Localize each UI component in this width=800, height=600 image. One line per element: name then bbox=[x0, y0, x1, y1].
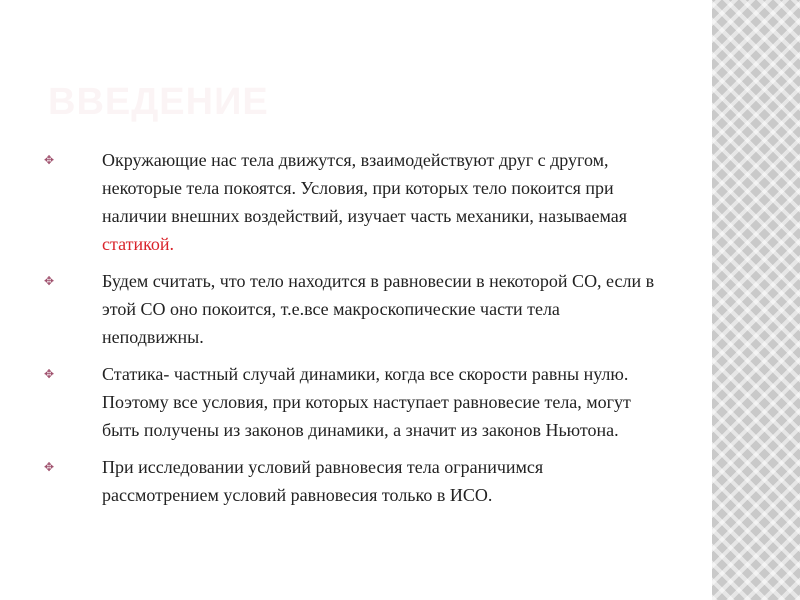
pinwheel-bullet-icon: ✥ bbox=[44, 460, 55, 474]
item-text: Окружающие нас тела движутся, взаимодействуют друг с другом, некоторые тела покоятся. Условия, при которых тело покоится при наличии внешних воздействий, изучает часть механики, называемая bbox=[102, 150, 628, 226]
bullet-list bbox=[44, 146, 664, 518]
list-item bbox=[44, 360, 664, 444]
item-text: При исследовании условий равновесия тела ограничимся рассмотрением условий равновесия только в ИСО. bbox=[102, 457, 544, 505]
item-text: Будем считать, что тело находится в равновесии в некоторой СО, если в этой СО оно покоится, т.е.все макроскопические части тела неподвижны. bbox=[102, 271, 655, 347]
slide-title: ВВЕДЕНИЕ bbox=[48, 81, 269, 123]
highlighted-term: статикой. bbox=[102, 234, 175, 254]
pinwheel-bullet-icon: ✥ bbox=[44, 153, 55, 167]
item-text: Статика- частный случай динамики, когда все скорости равны нулю. Поэтому все условия, при которых наступает равновесие тела, могут быть получены из законов динамики, а значит из законов Ньютона. bbox=[102, 364, 631, 440]
list-item bbox=[44, 453, 664, 509]
pinwheel-bullet-icon: ✥ bbox=[44, 367, 55, 381]
pinwheel-bullet-icon: ✥ bbox=[44, 274, 55, 288]
decorative-side-panel bbox=[712, 0, 800, 600]
list-item bbox=[44, 267, 664, 351]
list-item bbox=[44, 146, 664, 258]
